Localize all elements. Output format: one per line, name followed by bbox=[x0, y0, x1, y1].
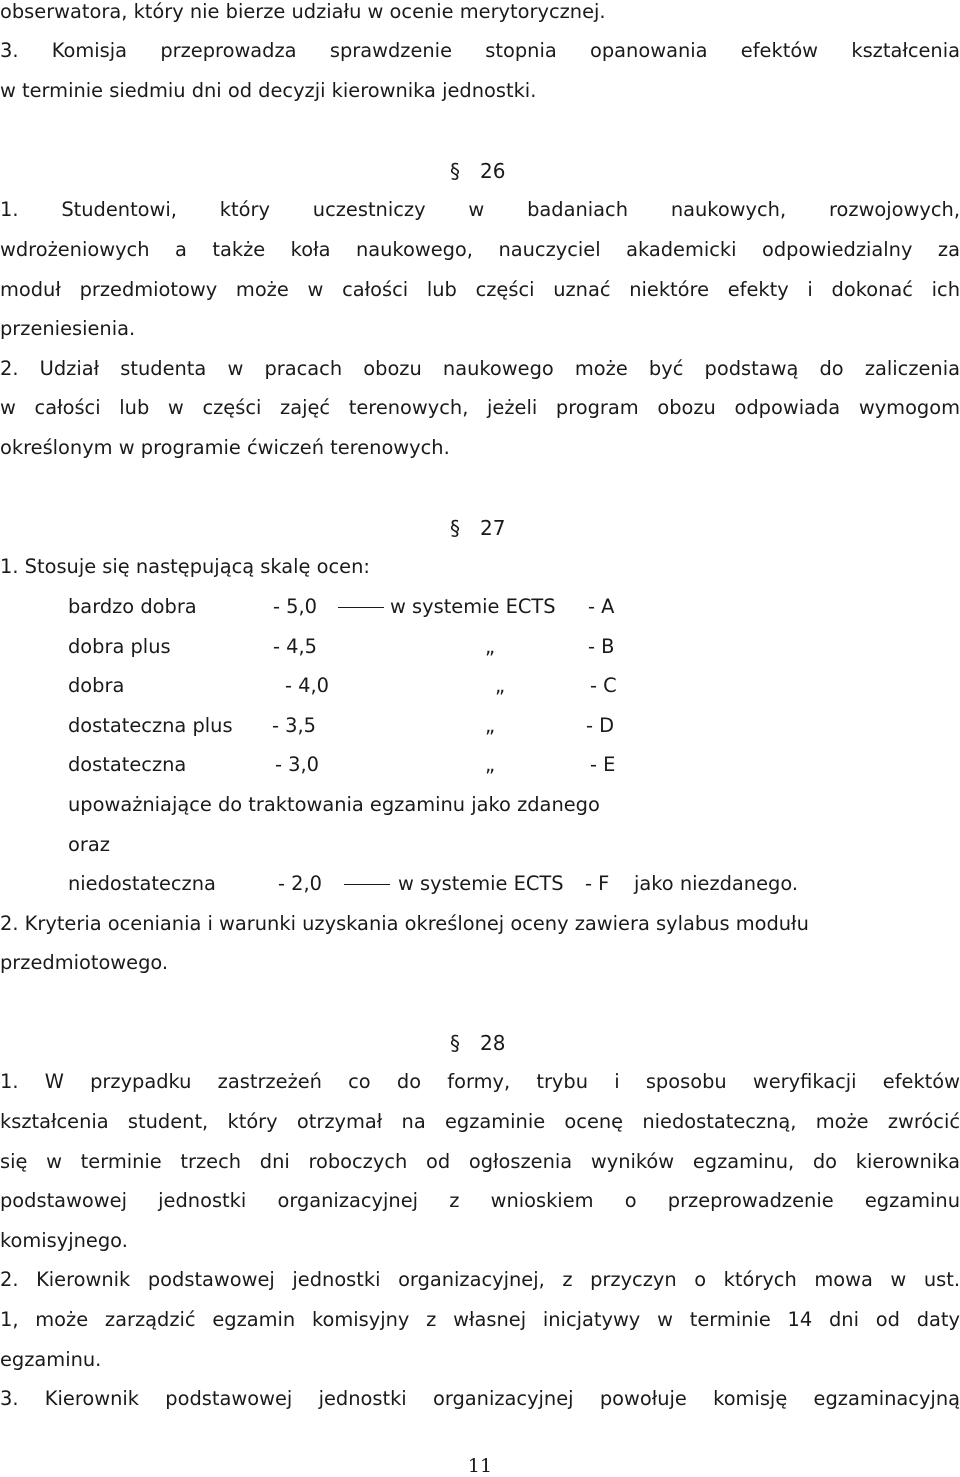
ditto-mark: „ bbox=[495, 674, 506, 697]
text-line: podstawowej jednostki organizacyjnej z wnioskiem o przeprowadzenie egzaminu bbox=[0, 1189, 960, 1212]
grade-letter: - C bbox=[590, 674, 617, 697]
grade-letter: - B bbox=[588, 635, 615, 658]
grade-value: - 2,0 bbox=[278, 872, 322, 895]
ditto-mark: „ bbox=[485, 714, 496, 737]
text-line: w całości lub w części zajęć terenowych, jeżeli program obozu odpowiada wymogom bbox=[0, 396, 960, 419]
section-heading-28 bbox=[450, 1031, 505, 1055]
text-line: 2. Kryteria oceniania i warunki uzyskania określonej oceny zawiera sylabus modułu bbox=[0, 912, 809, 935]
grade-value: - 5,0 bbox=[273, 595, 317, 618]
section-symbol: § bbox=[450, 1031, 460, 1055]
text-line: 2. Kierownik podstawowej jednostki organizacyjnej, z przyczyn o których mowa w ust. bbox=[0, 1268, 960, 1291]
grade-ects: w systemie ECTS bbox=[390, 595, 556, 618]
grade-suffix: jako niezdanego. bbox=[634, 872, 799, 895]
grade-value: - 3,5 bbox=[272, 714, 316, 737]
text-line: 2. Udział studenta w pracach obozu naukowego może być podstawą do zaliczenia bbox=[0, 357, 960, 380]
grade-letter: - F bbox=[585, 872, 610, 895]
text-line: moduł przedmiotowy może w całości lub części uznać niektóre efekty i dokonać ich bbox=[0, 278, 960, 301]
grade-ects: w systemie ECTS bbox=[398, 872, 564, 895]
grade-name: dostateczna bbox=[68, 753, 187, 776]
grade-name: bardzo dobra bbox=[68, 595, 197, 618]
section-symbol: § bbox=[450, 516, 460, 540]
text-line: egzaminu. bbox=[0, 1348, 102, 1371]
grade-note: upoważniające do traktowania egzaminu jako zdanego bbox=[68, 793, 600, 816]
text-line: 3. Komisja przeprowadza sprawdzenie stopnia opanowania efektów kształcenia bbox=[0, 39, 960, 62]
grade-value: - 4,0 bbox=[285, 674, 329, 697]
text-line: w terminie siedmiu dni od decyzji kierownika jednostki. bbox=[0, 79, 537, 102]
section-number: 27 bbox=[480, 516, 506, 540]
text-line: 1. Stosuje się następującą skalę ocen: bbox=[0, 555, 370, 578]
text-line: określonym w programie ćwiczeń terenowych. bbox=[0, 436, 450, 459]
grade-letter: - D bbox=[586, 714, 615, 737]
page-number: 11 bbox=[467, 1455, 493, 1477]
grade-name: dobra plus bbox=[68, 635, 171, 658]
text-line: wdrożeniowych a także koła naukowego, nauczyciel akademicki odpowiedzialny za bbox=[0, 238, 960, 261]
section-heading-26 bbox=[450, 159, 505, 183]
ditto-mark: „ bbox=[485, 635, 496, 658]
grade-oraz: oraz bbox=[68, 833, 110, 856]
text-line: przeniesienia. bbox=[0, 317, 136, 340]
text-line: 1. Studentowi, który uczestniczy w badaniach naukowych, rozwojowych, bbox=[0, 198, 960, 221]
text-line: się w terminie trzech dni roboczych od ogłoszenia wyników egzaminu, do kierownika bbox=[0, 1150, 960, 1173]
grade-letter: - E bbox=[590, 753, 616, 776]
section-number: 26 bbox=[480, 159, 506, 183]
grade-value: - 3,0 bbox=[275, 753, 319, 776]
grade-name: niedostateczna bbox=[68, 872, 216, 895]
text-line: 1, może zarządzić egzamin komisyjny z własnej inicjatywy w terminie 14 dni od daty bbox=[0, 1308, 960, 1331]
text-line: komisyjnego. bbox=[0, 1229, 128, 1252]
text-line: kształcenia student, który otrzymał na egzaminie ocenę niedostateczną, może zwrócić bbox=[0, 1110, 960, 1133]
text-line: obserwatora, który nie bierze udziału w ocenie merytorycznej. bbox=[0, 0, 606, 23]
dash-separator bbox=[340, 872, 394, 896]
text-line: przedmiotowego. bbox=[0, 951, 169, 974]
text-line: 3. Kierownik podstawowej jednostki organizacyjnej powołuje komisję egzaminacyjną bbox=[0, 1387, 960, 1410]
section-symbol: § bbox=[450, 159, 460, 183]
section-number: 28 bbox=[480, 1031, 506, 1055]
grade-letter: - A bbox=[588, 595, 615, 618]
dash-separator bbox=[334, 595, 388, 619]
section-heading-27 bbox=[450, 516, 505, 540]
text-line: 1. W przypadku zastrzeżeń co do formy, trybu i sposobu weryfikacji efektów bbox=[0, 1070, 960, 1093]
grade-name: dobra bbox=[68, 674, 125, 697]
ditto-mark: „ bbox=[485, 753, 496, 776]
grade-value: - 4,5 bbox=[273, 635, 317, 658]
grade-name: dostateczna plus bbox=[68, 714, 233, 737]
